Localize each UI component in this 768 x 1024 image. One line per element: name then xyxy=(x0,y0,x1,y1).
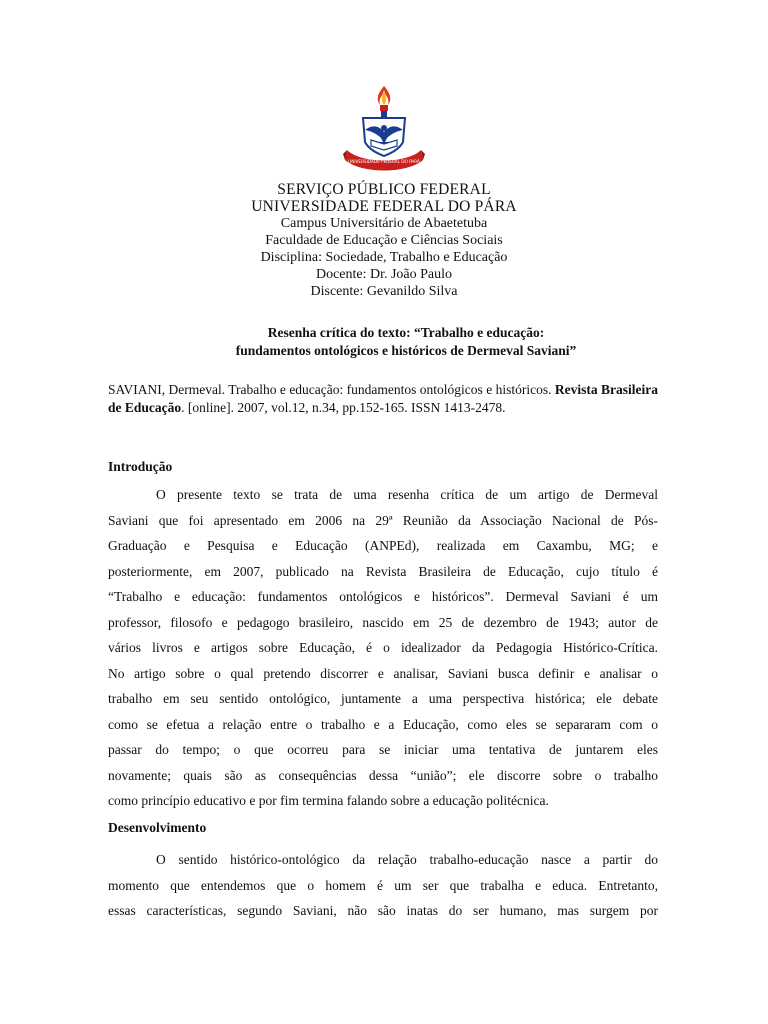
intro-line: vários livros e artigos sobre Educação, é o idealizador da Pedagogia Histórico-Crítica. xyxy=(108,640,658,655)
intro-line: novamente; quais são as consequências dessa “união”; ele discorre sobre o trabalho xyxy=(108,767,658,783)
development-paragraph xyxy=(108,847,658,924)
section-heading-development: Desenvolvimento xyxy=(108,820,207,835)
header-line-university: UNIVERSIDADE FEDERAL DO PÁRA xyxy=(251,198,517,215)
title-line-1: Resenha crítica do texto: “Trabalho e educação: xyxy=(267,325,545,340)
intro-line: O presente texto se trata de uma resenha crítica de um artigo de Dermeval xyxy=(156,487,658,502)
intro-line: posteriormente, em 2007, publicado na Revista Brasileira de Educação, cujo título é xyxy=(108,563,658,579)
introduction-paragraph xyxy=(108,482,658,814)
reference-text-2: . [online]. 2007, vol.12, n.34, pp.152-165. ISSN 1413-2478. xyxy=(181,400,506,415)
header-line-campus: Campus Universitário de Abaetetuba xyxy=(280,216,488,231)
header-line-public-service: SERVIÇO PÚBLICO FEDERAL xyxy=(277,181,491,198)
section-heading-introduction: Introdução xyxy=(108,459,173,474)
header-line-faculty: Faculdade de Educação e Ciências Sociais xyxy=(265,233,503,248)
intro-line: Graduação e Pesquisa e Educação (ANPEd), realizada em Caxambu, MG; e xyxy=(108,538,658,553)
development-line: essas características, segundo Saviani, não são inatas do ser humano, mas surgem por xyxy=(108,903,658,918)
reference-text-1: SAVIANI, Dermeval. Trabalho e educação: fundamentos ontológicos e históricos. xyxy=(108,382,552,397)
bibliographic-reference xyxy=(108,381,658,417)
intro-line: como se efetua a relação entre o trabalho e a Educação, como eles se separaram com o xyxy=(108,716,658,732)
intro-line: professor, filosofo e pedagogo brasileiro, nascido em 25 de dezembro de 1943; autor de xyxy=(108,614,658,630)
intro-line: Saviani que foi apresentado em 2006 na 29ª Reunião da Associação Nacional de Pós- xyxy=(108,512,658,528)
header-line-discipline: Disciplina: Sociedade, Trabalho e Educação xyxy=(260,250,508,265)
intro-line: passar do tempo; o que ocorreu para se iniciar uma tentativa de juntarem eles xyxy=(108,742,658,757)
intro-line: como princípio educativo e por fim termina falando sobre a educação politécnica. xyxy=(108,793,549,808)
document-title xyxy=(0,324,768,360)
reference-journal: Revista Brasileira de Educação xyxy=(108,382,658,415)
title-line-2: fundamentos ontológicos e históricos de Dermeval Saviani” xyxy=(235,343,577,358)
header-line-teacher: Docente: Dr. João Paulo xyxy=(315,267,453,282)
header-line-student: Discente: Gevanildo Silva xyxy=(310,284,458,299)
intro-line: “Trabalho e educação: fundamentos ontológicos e históricos”. Dermeval Saviani é um xyxy=(108,589,658,604)
institution-header xyxy=(0,181,768,300)
banner-text: UNIVERSIDADE FEDERAL DO PARÁ xyxy=(348,159,420,164)
intro-line: No artigo sobre o qual pretendo discorrer e analisar, Saviani busca definir e analisar o xyxy=(108,665,658,681)
intro-line: trabalho em seu sentido ontológico, juntamente a uma perspectiva histórica; ele debate xyxy=(108,691,658,706)
university-emblem xyxy=(343,84,425,174)
development-line: momento que entendemos que o homem é um ser que trabalha e educa. Entretanto, xyxy=(108,877,658,893)
development-line: O sentido histórico-ontológico da relação trabalho-educação nasce a partir do xyxy=(156,852,658,867)
